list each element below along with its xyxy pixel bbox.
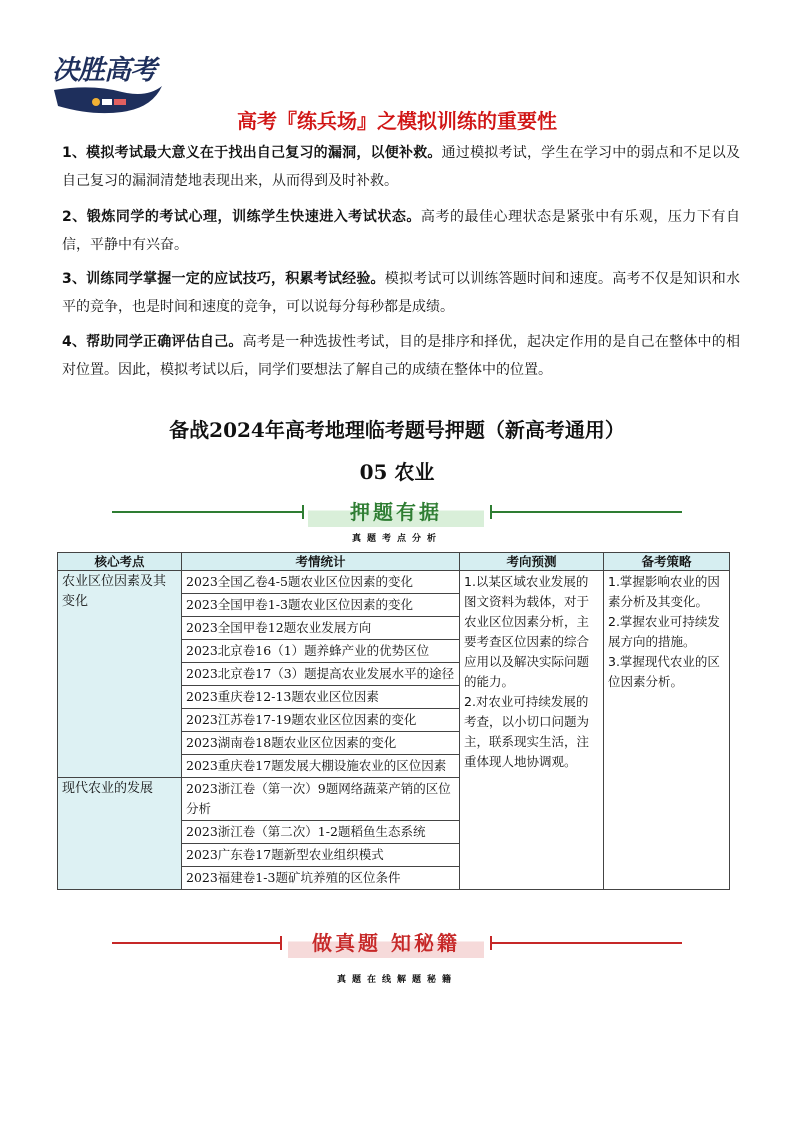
point-2-text: 高考的最佳心理状态是紧张中有乐观，压力下有自信，平静中有兴奋。 <box>62 209 740 253</box>
banner-real-questions <box>112 928 682 958</box>
point-1-bold: 1、模拟考试最大意义在于找出自己复习的漏洞，以便补救。 <box>62 145 442 161</box>
banner2-cap-left <box>280 936 282 950</box>
banner2-line-left <box>112 942 280 944</box>
stat-cell: 2023北京卷16（1）题养蜂产业的优势区位 <box>182 640 460 663</box>
stat-cell: 2023广东卷17题新型农业组织模式 <box>182 844 460 867</box>
table-header-row <box>58 553 730 571</box>
point-4-text: 高考是一种选拔性考试，目的是排序和择优，起决定作用的是自己在整体中的相对位置。因此，模拟考试以后，同学们要想法了解自己的成绩在整体中的位置。 <box>62 334 740 378</box>
point-3-text: 模拟考试可以训练答题时间和速度。高考不仅是知识和水平的竞争，也是时间和速度的竞争，可以说每分每秒都是成绩。 <box>62 271 740 315</box>
stat-cell: 2023重庆卷12-13题农业区位因素 <box>182 686 460 709</box>
header-stats: 考情统计 <box>182 553 460 571</box>
strategy-cell <box>604 571 730 890</box>
stat-cell: 2023全国甲卷12题农业发展方向 <box>182 617 460 640</box>
point-2-bold: 2、锻炼同学的考试心理，训练学生快速进入考试状态。 <box>62 209 421 225</box>
strategy-item-3: 3.掌握现代农业的区位因素分析。 <box>608 654 720 689</box>
analysis-table <box>57 552 730 890</box>
point-2 <box>62 203 740 259</box>
banner-label: 押题有据 <box>308 497 484 527</box>
point-3 <box>62 265 740 321</box>
banner2-subtitle: 真题在线解题秘籍 <box>336 975 457 985</box>
banner-exam-basis <box>112 497 682 527</box>
banner-cap-left <box>302 505 304 519</box>
table-row <box>58 571 730 594</box>
stat-cell: 2023北京卷17（3）题提高农业发展水平的途径 <box>182 663 460 686</box>
point-1 <box>62 139 740 195</box>
stat-cell: 2023浙江卷（第二次）1-2题稻鱼生态系统 <box>182 821 460 844</box>
doc-subtitle: 05 农业 <box>359 460 435 484</box>
stat-cell: 2023江苏卷17-19题农业区位因素的变化 <box>182 709 460 732</box>
stat-cell: 2023湖南卷18题农业区位因素的变化 <box>182 732 460 755</box>
banner2-line-right <box>492 942 682 944</box>
prediction-part-1: 1.以某区域农业发展的图文资料为载体，对于农业区位因素分析，主要考查区位因素的综合应用以及解决实际问题的能力。 <box>464 574 590 689</box>
banner-line-left <box>112 511 302 513</box>
main-title: 高考『练兵场』之模拟训练的重要性 <box>237 109 557 133</box>
strategy-item-1: 1.掌握影响农业的因素分析及其变化。 <box>608 574 720 609</box>
stat-cell: 2023浙江卷（第一次）9题网络蔬菜产销的区位分析 <box>182 778 460 821</box>
banner-line-right <box>492 511 682 513</box>
banner2-label: 做真题 知秘籍 <box>288 928 484 958</box>
stat-cell: 2023重庆卷17题发展大棚设施农业的区位因素 <box>182 755 460 778</box>
header-prediction: 考向预测 <box>460 553 604 571</box>
strategy-item-2: 2.掌握农业可持续发展方向的措施。 <box>608 614 720 649</box>
category-cell-1: 农业区位因素及其变化 <box>58 571 182 778</box>
point-3-bold: 3、训练同学掌握一定的应试技巧，积累考试经验。 <box>62 271 385 287</box>
doc-title: 备战2024年高考地理临考题号押题（新高考通用） <box>169 418 625 442</box>
prediction-part-2: 2.对农业可持续发展的考查，以小切口问题为主，联系现实生活，注重体现人地协调观。 <box>464 694 590 769</box>
prediction-cell <box>460 571 604 890</box>
category-cell-2: 现代农业的发展 <box>58 778 182 890</box>
banner-subtitle: 真题考点分析 <box>351 534 442 544</box>
logo-text: 决胜高考 <box>52 55 156 86</box>
header-core: 核心考点 <box>58 553 182 571</box>
stat-cell: 2023福建卷1-3题矿坑养殖的区位条件 <box>182 867 460 890</box>
point-1-text: 通过模拟考试，学生在学习中的弱点和不足以及自己复习的漏洞清楚地表现出来，从而得到及时补救。 <box>62 145 741 189</box>
stat-cell: 2023全国乙卷4-5题农业区位因素的变化 <box>182 571 460 594</box>
point-4-bold: 4、帮助同学正确评估自己。 <box>62 334 243 350</box>
point-4 <box>62 328 740 384</box>
stat-cell: 2023全国甲卷1-3题农业区位因素的变化 <box>182 594 460 617</box>
header-strategy: 备考策略 <box>604 553 730 571</box>
